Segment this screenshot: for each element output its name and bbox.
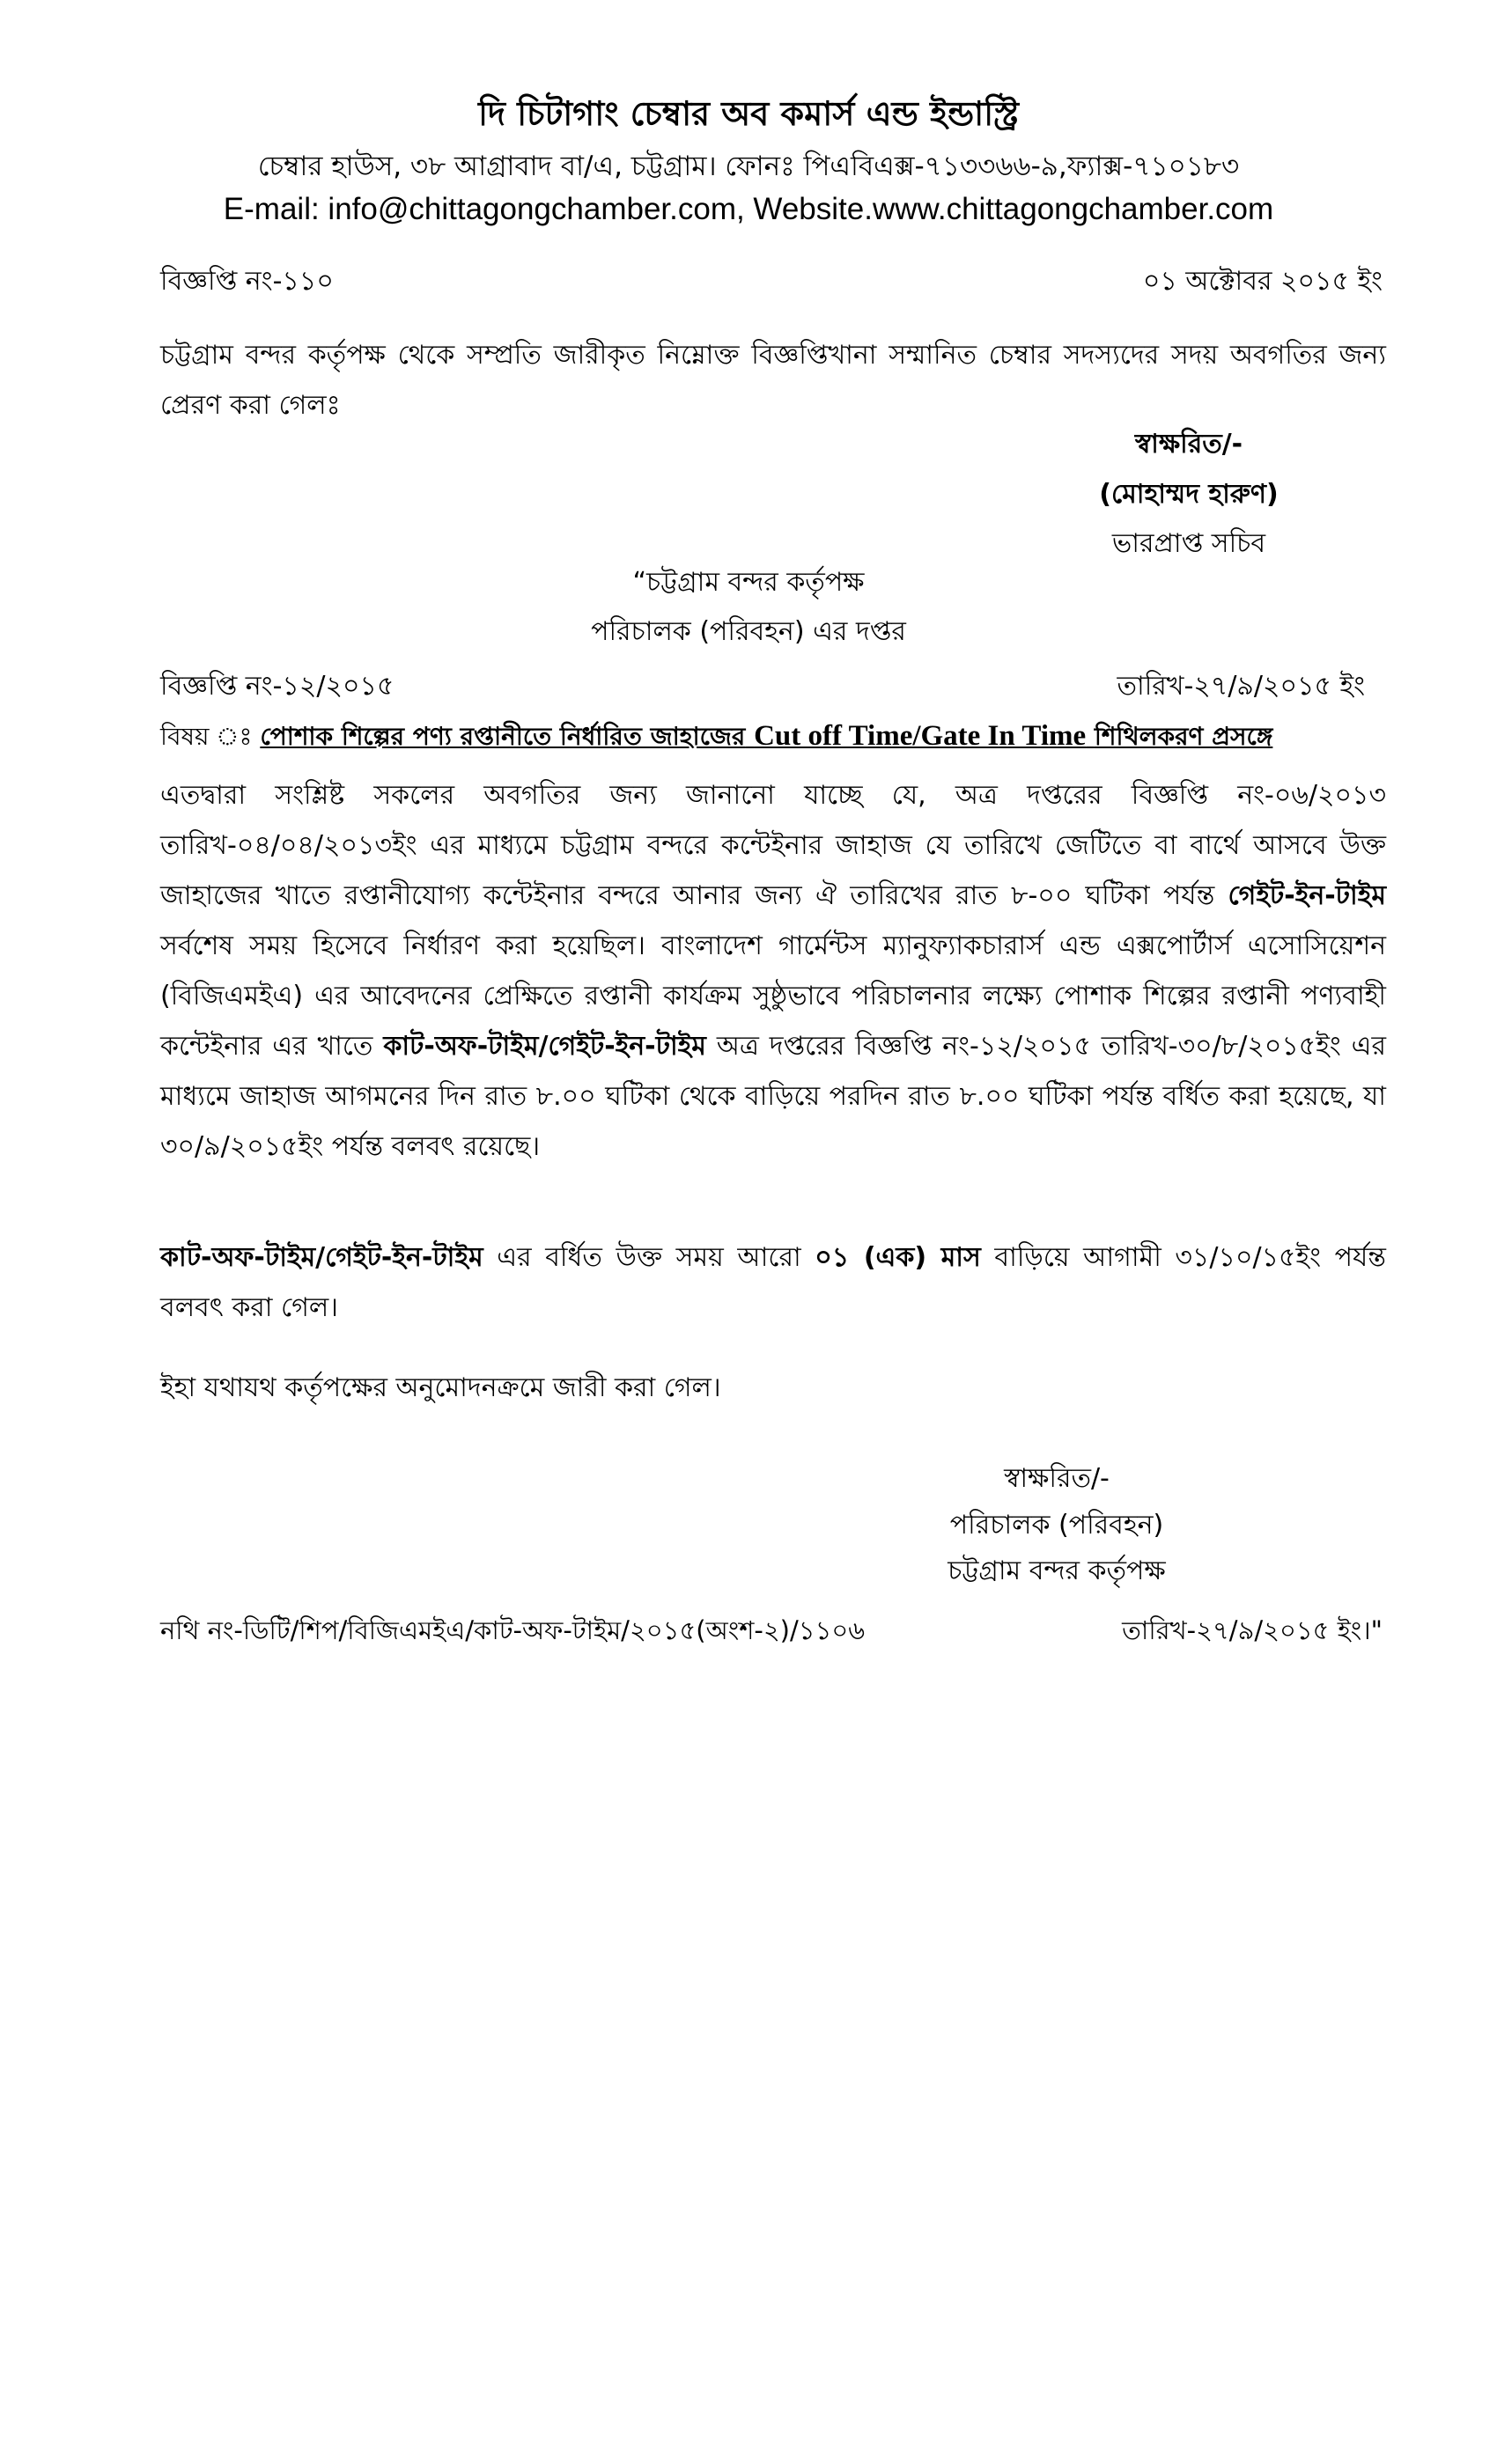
- subject-text: [260, 722, 1272, 751]
- chamber-notice-intro: চট্টগ্রাম বন্দর কর্তৃপক্ষ থেকে সম্প্রতি জারীকৃত নিম্নোক্ত বিজ্ঞপ্তিখানা সম্মানিত চেম্বার সদস্যদের সদয় অবগতির জন্য প্রেরণ করা গেলঃ: [160, 340, 1386, 421]
- port-authority-name: “চট্টগ্রাম বন্দর কর্তৃপক্ষ: [632, 567, 865, 598]
- body-paragraph-1: [160, 770, 1386, 1172]
- organization-contact: E-mail: info@chittagongchamber.com, Website.www.chittagongchamber.com: [223, 192, 1274, 226]
- p2-bold-cut-off-time: কাট-অফ-টাইম/গেইট-ইন-টাইম: [160, 1242, 483, 1273]
- port-signatory-title: পরিচালক (পরিবহন): [949, 1510, 1164, 1541]
- p1-bold-gate-in-time: গেইট-ইন-টাইম: [1228, 880, 1386, 911]
- chamber-signed-mark: স্বাক্ষরিত/-: [1134, 429, 1243, 460]
- port-signed-mark: স্বাক্ষরিত/-: [1004, 1463, 1110, 1494]
- body-paragraph-2: [160, 1232, 1386, 1333]
- port-signatory-org: চট্টগ্রাম বন্দর কর্তৃপক্ষ: [948, 1556, 1166, 1586]
- subject-en-part: Cut off Time/Gate In Time: [754, 720, 1087, 752]
- chamber-notice-number: বিজ্ঞপ্তি নং-১১০: [160, 266, 334, 297]
- p1-text-e: অত্র দপ্তরের বিজ্ঞপ্তি নং-১২/২০১৫ তারিখ-৩০/৮/২০১৫ইং এর মাধ্যমে জাহাজ আগমনের দিন রাত ৮.০০ ঘটিকা থেকে বাড়িয়ে পরদিন রাত ৮.০০ ঘটিকা পর্যন্ত বর্ধিত করা হয়েছে, যা ৩০/৯/২০১৫ইং পর্যন্ত বলবৎ রয়েছে।: [160, 1031, 1386, 1162]
- port-notice-date: তারিখ-২৭/৯/২০১৫ ইং: [1117, 671, 1365, 702]
- organization-address: চেম্বার হাউস, ৩৮ আগ্রাবাদ বা/এ, চট্টগ্রাম। ফোনঃ পিএবিএক্স-৭১৩৩৬৬-৯,ফ্যাক্স-৭১০১৮৩: [257, 151, 1240, 182]
- subject-bn-part1: পোশাক শিল্পের পণ্য রপ্তানীতে নির্ধারিত জাহাজের: [260, 722, 746, 751]
- p2-text-d: বাড়িয়ে আগামী ৩১/১০/১৫ইং পর্যন্ত বলবৎ করা গেল।: [160, 1242, 1386, 1323]
- p1-text-a: এতদ্বারা সংশ্লিষ্ট সকলের অবগতির জন্য জানানো যাচ্ছে যে, অত্র দপ্তরের বিজ্ঞপ্তি নং-০৬/২০১৩ তারিখ-০৪/০৪/২০১৩ইং এর মাধ্যমে চট্টগ্রাম বন্দরে কন্টেইনার জাহাজ যে তারিখে জেটিতে বা বার্থে আসবে উক্ত জাহাজের খাতে রপ্তানীযোগ্য কন্টেইনার বন্দরে আনার জন্য ঐ তারিখের রাত ৮-০০ ঘটিকা পর্যন্ত: [160, 780, 1386, 911]
- p2-bold-one-month: ০১ (এক) মাস: [815, 1242, 981, 1273]
- chamber-signatory-title: ভারপ্রাপ্ত সচিব: [1111, 528, 1266, 559]
- organization-name: দি চিটাগাং চেম্বার অব কমার্স এন্ড ইন্ডাস্ট্রি: [478, 94, 1019, 133]
- file-number: নথি নং-ডিটি/শিপ/বিজিএমইএ/কাট-অফ-টাইম/২০১৫(অংশ-২)/১১০৬: [160, 1615, 866, 1645]
- body-paragraph-3: ইহা যথাযথ কর্তৃপক্ষের অনুমোদনক্রমে জারী করা গেল।: [160, 1372, 721, 1403]
- notice-subject: [160, 717, 1272, 759]
- subject-bn-part2: শিথিলকরণ প্রসঙ্গে: [1094, 722, 1273, 751]
- p1-bold-cut-off-time: কাট-অফ-টাইম/গেইট-ইন-টাইম: [383, 1031, 706, 1062]
- chamber-signatory-name: (মোহাম্মদ হারুণ): [1099, 479, 1279, 510]
- port-notice-number: বিজ্ঞপ্তি নং-১২/২০১৫: [160, 671, 395, 702]
- p1-text-c: সর্বশেষ সময় হিসেবে নির্ধারণ করা হয়েছিল। বাংলাদেশ গার্মেন্টস ম্যানুফ্যাকচারার্স এন্ড এক্সপোর্টার্স এসোসিয়েশন (বিজিএমইএ) এর আবেদনের প্রেক্ষিতে রপ্তানী কার্যক্রম সুষ্ঠুভাবে পরিচালনার লক্ষ্যে পোশাক শিল্পের রপ্তানী পণ্যবাহী কন্টেইনার এর খাতে: [160, 930, 1386, 1062]
- p2-text-b: এর বর্ধিত উক্ত সময় আরো: [483, 1242, 815, 1273]
- file-date: তারিখ-২৭/৯/২০১৫ ইং।": [1122, 1615, 1383, 1645]
- port-office-name: পরিচালক (পরিবহন) এর দপ্তর: [591, 616, 906, 647]
- chamber-notice-date: ০১ অক্টোবর ২০১৫ ইং: [1142, 266, 1383, 297]
- subject-label: বিষয় ঃ: [160, 722, 253, 751]
